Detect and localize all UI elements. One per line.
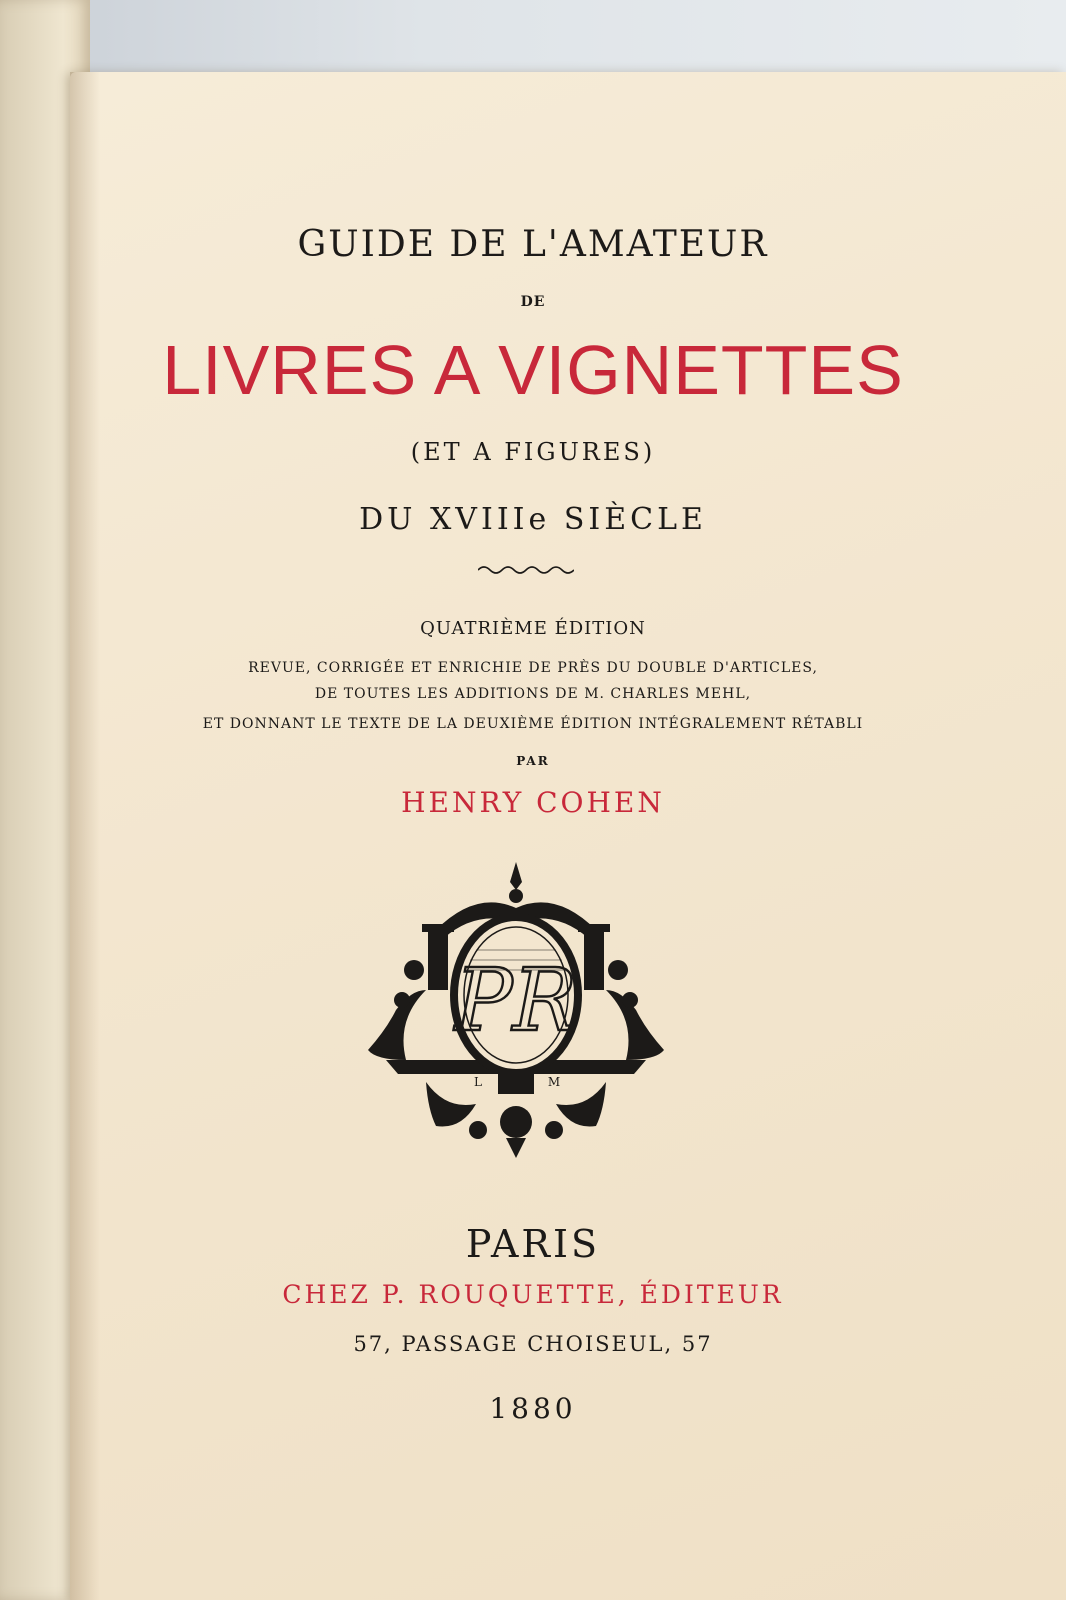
century-line: DU XVIIIe SIÈCLE <box>359 502 707 537</box>
publisher-address: 57, PASSAGE CHOISEUL, 57 <box>353 1332 713 1356</box>
publisher: CHEZ P. ROUQUETTE, ÉDITEUR <box>282 1280 784 1309</box>
edition-detail-2: DE TOUTES LES ADDITIONS DE M. CHARLES MEHL, <box>314 686 752 702</box>
by-line: PAR <box>516 754 550 768</box>
publication-year: 1880 <box>489 1392 577 1425</box>
edition-detail-1: REVUE, CORRIGÉE ET ENRICHIE DE PRÈS DU DOUBLE D'ARTICLES, <box>248 660 818 676</box>
main-title: LIVRES A VIGNETTES <box>162 331 904 409</box>
emblem-letter-m: M <box>547 1075 561 1089</box>
decorative-rule-icon <box>478 564 574 576</box>
emblem-letter-l: L <box>474 1075 482 1089</box>
title-line-guide: GUIDE DE L'AMATEUR <box>297 224 769 265</box>
author-name: HENRY COHEN <box>401 786 665 819</box>
emblem-monogram: PR <box>454 951 578 1051</box>
printer-monogram-emblem-icon <box>366 860 666 1160</box>
title-line-de: DE <box>520 294 546 310</box>
city: PARIS <box>465 1222 601 1266</box>
edition-detail-3: ET DONNANT LE TEXTE DE LA DEUXIÈME ÉDITION INTÉGRALEMENT RÉTABLI <box>202 716 864 732</box>
edition-line: QUATRIÈME ÉDITION <box>420 618 646 639</box>
subtitle: (ET A FIGURES) <box>410 438 656 466</box>
